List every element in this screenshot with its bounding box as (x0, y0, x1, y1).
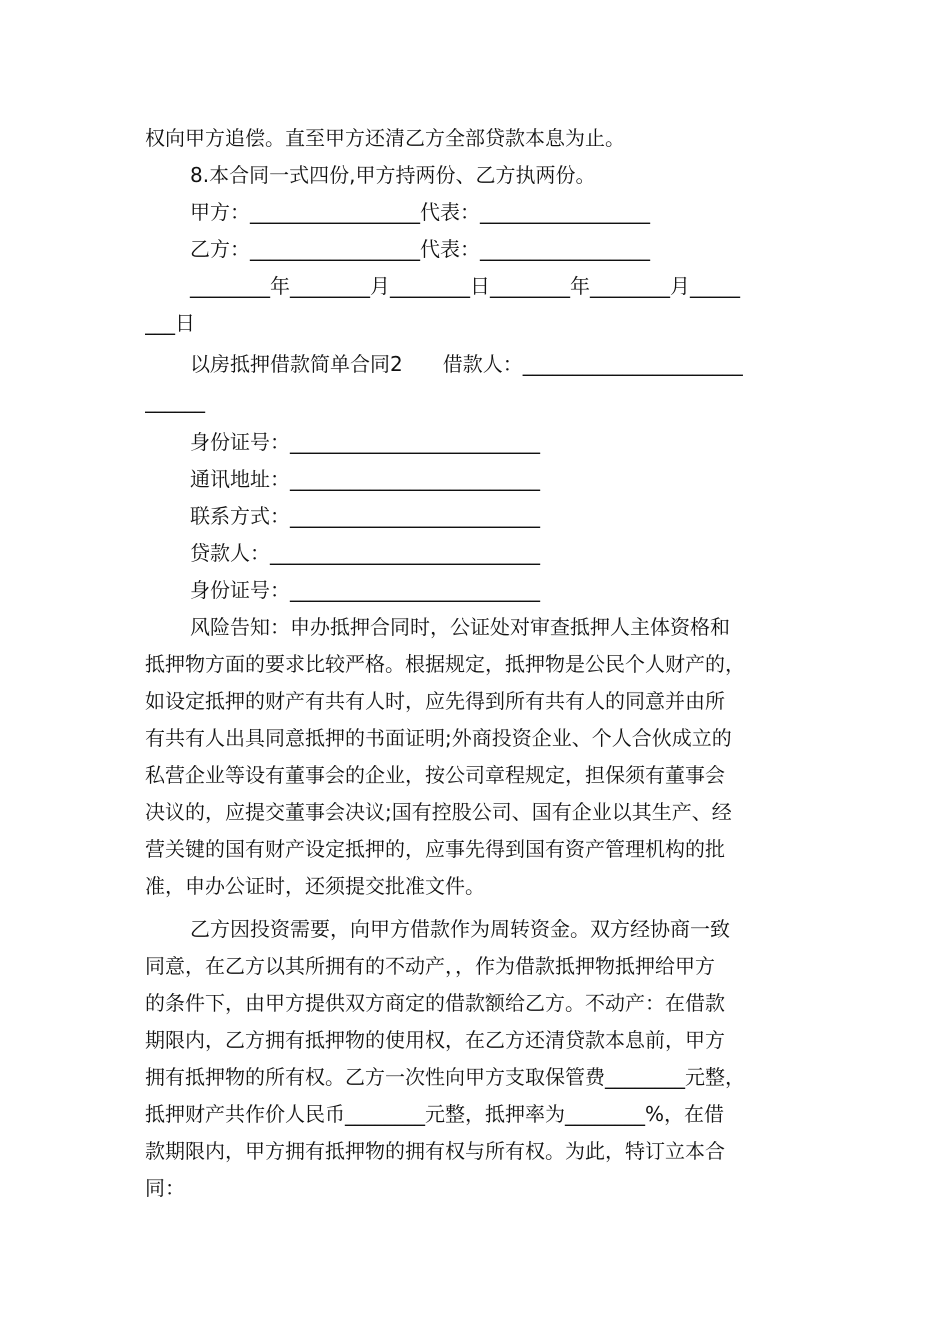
contact-field: 联系方式：_________________________ (190, 504, 540, 528)
risk-notice-line: 如设定抵押的财产有共有人时，应先得到所有共有人的同意并由所 (145, 689, 725, 713)
borrower-id-field: 身份证号：_________________________ (190, 430, 540, 454)
clause-8: 8.本合同一式四份,甲方持两份、乙方执两份。 (190, 163, 596, 187)
risk-notice-line: 私营企业等设有董事会的企业，按公司章程规定，担保须有董事会 (145, 763, 725, 787)
body-paragraph-line: 乙方因投资需要，向甲方借款作为周转资金。双方经协商一致 (190, 917, 730, 941)
lender-id-field: 身份证号：_________________________ (190, 578, 540, 602)
risk-notice-line: 风险告知：申办抵押合同时，公证处对审查抵押人主体资格和 (190, 615, 730, 639)
text-line: 权向甲方追偿。直至甲方还清乙方全部贷款本息为止。 (145, 126, 625, 150)
party-a-signature-line: 甲方：_________________代表：_________________ (190, 200, 650, 224)
body-paragraph-line: 同意，在乙方以其所拥有的不动产，，作为借款抵押物抵押给甲方 (145, 954, 715, 978)
body-paragraph-line: 款期限内，甲方拥有抵押物的拥有权与所有权。为此，特订立本合 (145, 1139, 725, 1163)
risk-notice-line: 抵押物方面的要求比较严格。根据规定，抵押物是公民个人财产的， (145, 652, 745, 676)
body-paragraph-line: 期限内，乙方拥有抵押物的使用权，在乙方还清贷款本息前，甲方 (145, 1028, 725, 1052)
body-paragraph-line: 抵押财产共作价人民币________元整，抵押率为________%，在借 (145, 1102, 725, 1126)
body-paragraph-line: 拥有抵押物的所有权。乙方一次性向甲方支取保管费________元整， (145, 1065, 745, 1089)
contract-2-title: 以房抵押借款简单合同2 借款人：______________________ (190, 352, 743, 376)
risk-notice-line: 准，申办公证时，还须提交批准文件。 (145, 874, 485, 898)
address-field: 通讯地址：_________________________ (190, 467, 540, 491)
date-line-continued: ___日 (145, 311, 195, 335)
party-b-signature-line: 乙方：_________________代表：_________________ (190, 237, 650, 261)
borrower-field-continued: ______ (145, 389, 205, 413)
risk-notice-line: 营关键的国有财产设定抵押的，应事先得到国有资产管理机构的批 (145, 837, 725, 861)
risk-notice-line: 有共有人出具同意抵押的书面证明;外商投资企业、个人合伙成立的 (145, 726, 732, 750)
date-line: ________年________月________日________年________月_____ (190, 274, 740, 298)
body-paragraph-line: 的条件下，由甲方提供双方商定的借款额给乙方。不动产：在借款 (145, 991, 725, 1015)
body-paragraph-line: 同： (145, 1176, 185, 1200)
lender-field: 贷款人：___________________________ (190, 541, 540, 565)
risk-notice-line: 决议的，应提交董事会决议;国有控股公司、国有企业以其生产、经 (145, 800, 732, 824)
